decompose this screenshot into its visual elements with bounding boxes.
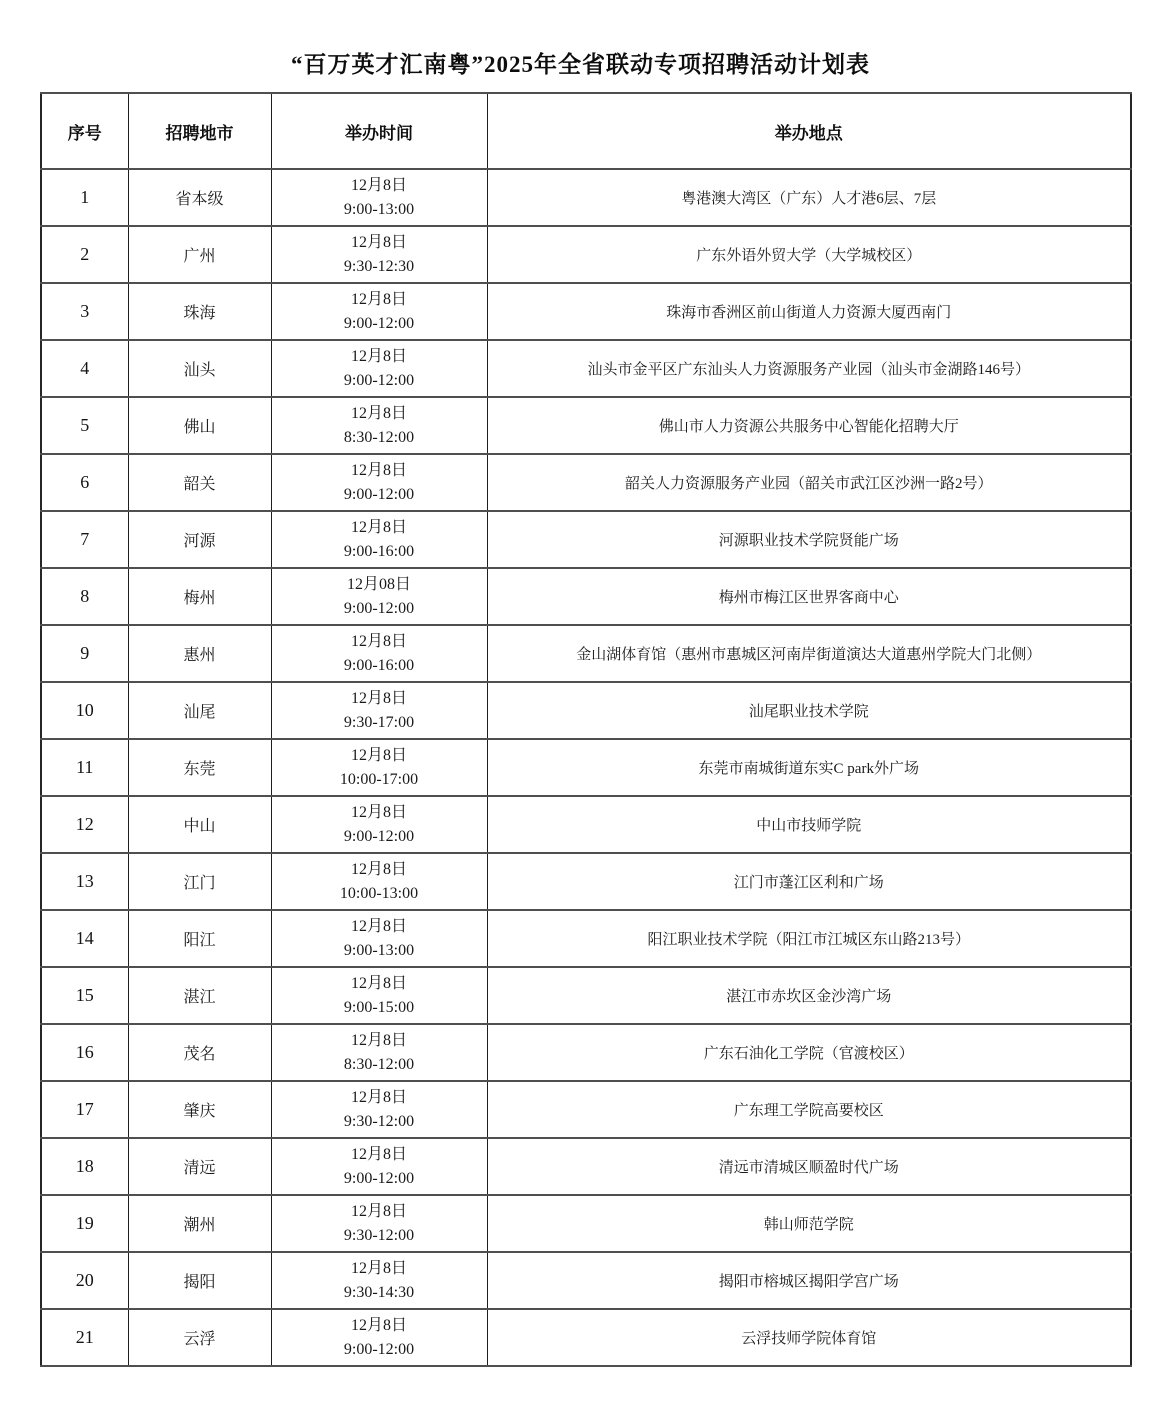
header-recruitment-city: 招聘地市 — [128, 93, 271, 169]
date-line: 12月8日 — [350, 803, 407, 821]
time-cell — [271, 1252, 487, 1309]
location-cell: 广东外语外贸大学（大学城校区） — [487, 226, 1131, 283]
serial-number-cell: 12 — [41, 796, 128, 853]
serial-number-cell: 21 — [41, 1309, 128, 1366]
time-line: 9:00-13:00 — [343, 941, 415, 959]
serial-number-cell: 16 — [41, 1024, 128, 1081]
date-line: 12月8日 — [350, 1088, 407, 1106]
table-row — [41, 910, 1131, 967]
city-cell: 河源 — [128, 511, 271, 568]
time-line: 8:30-12:00 — [343, 428, 415, 446]
date-line: 12月8日 — [350, 917, 407, 935]
city-cell: 韶关 — [128, 454, 271, 511]
time-line: 9:00-15:00 — [343, 998, 415, 1016]
date-line: 12月8日 — [350, 404, 407, 422]
date-line: 12月8日 — [350, 1145, 407, 1163]
serial-number-cell: 19 — [41, 1195, 128, 1252]
city-cell: 佛山 — [128, 397, 271, 454]
header-serial-number: 序号 — [41, 93, 128, 169]
time-cell — [271, 853, 487, 910]
table-row — [41, 511, 1131, 568]
city-cell: 阳江 — [128, 910, 271, 967]
header-row — [41, 93, 1131, 169]
time-cell — [271, 1138, 487, 1195]
city-cell: 清远 — [128, 1138, 271, 1195]
serial-number-cell: 13 — [41, 853, 128, 910]
serial-number-cell: 5 — [41, 397, 128, 454]
date-line: 12月8日 — [350, 176, 407, 194]
time-line: 9:00-12:00 — [343, 1340, 415, 1358]
table-row — [41, 1138, 1131, 1195]
date-line: 12月8日 — [350, 518, 407, 536]
table-row — [41, 454, 1131, 511]
time-cell — [271, 511, 487, 568]
location-cell: 广东石油化工学院（官渡校区） — [487, 1024, 1131, 1081]
location-cell: 梅州市梅江区世界客商中心 — [487, 568, 1131, 625]
date-line: 12月8日 — [350, 974, 407, 992]
time-cell — [271, 739, 487, 796]
table-row — [41, 283, 1131, 340]
table-row — [41, 739, 1131, 796]
location-cell: 阳江职业技术学院（阳江市江城区东山路213号） — [487, 910, 1131, 967]
location-cell: 河源职业技术学院贤能广场 — [487, 511, 1131, 568]
city-cell: 中山 — [128, 796, 271, 853]
time-cell — [271, 226, 487, 283]
time-line: 9:00-12:00 — [343, 371, 415, 389]
location-cell: 清远市清城区顺盈时代广场 — [487, 1138, 1131, 1195]
document-page — [0, 46, 1161, 1367]
time-cell — [271, 1024, 487, 1081]
time-line: 9:00-16:00 — [343, 542, 415, 560]
serial-number-cell: 15 — [41, 967, 128, 1024]
time-cell — [271, 169, 487, 226]
serial-number-cell: 18 — [41, 1138, 128, 1195]
location-cell: 湛江市赤坎区金沙湾广场 — [487, 967, 1131, 1024]
time-line: 9:00-13:00 — [343, 200, 415, 218]
time-line: 9:30-12:00 — [343, 1226, 415, 1244]
time-line: 9:00-12:00 — [343, 1169, 415, 1187]
location-cell: 韩山师范学院 — [487, 1195, 1131, 1252]
date-line: 12月8日 — [350, 689, 407, 707]
city-cell: 潮州 — [128, 1195, 271, 1252]
table-row — [41, 397, 1131, 454]
date-line: 12月8日 — [350, 1202, 407, 1220]
table-row — [41, 226, 1131, 283]
serial-number-cell: 8 — [41, 568, 128, 625]
city-cell: 梅州 — [128, 568, 271, 625]
city-cell: 揭阳 — [128, 1252, 271, 1309]
header-event-location: 举办地点 — [487, 93, 1131, 169]
time-line: 9:30-17:00 — [343, 713, 415, 731]
time-cell — [271, 967, 487, 1024]
city-cell: 汕尾 — [128, 682, 271, 739]
city-cell: 汕头 — [128, 340, 271, 397]
serial-number-cell: 10 — [41, 682, 128, 739]
time-line: 8:30-12:00 — [343, 1055, 415, 1073]
city-cell: 湛江 — [128, 967, 271, 1024]
time-line: 9:00-12:00 — [343, 485, 415, 503]
table-row — [41, 1195, 1131, 1252]
time-cell — [271, 283, 487, 340]
date-line: 12月8日 — [350, 632, 407, 650]
time-line: 9:30-12:00 — [343, 1112, 415, 1130]
location-cell: 佛山市人力资源公共服务中心智能化招聘大厅 — [487, 397, 1131, 454]
time-cell — [271, 910, 487, 967]
date-line: 12月8日 — [350, 290, 407, 308]
city-cell: 肇庆 — [128, 1081, 271, 1138]
city-cell: 珠海 — [128, 283, 271, 340]
time-cell — [271, 568, 487, 625]
location-cell: 江门市蓬江区利和广场 — [487, 853, 1131, 910]
time-line: 9:30-12:30 — [343, 257, 415, 275]
serial-number-cell: 2 — [41, 226, 128, 283]
time-cell — [271, 682, 487, 739]
location-cell: 中山市技师学院 — [487, 796, 1131, 853]
date-line: 12月8日 — [350, 347, 407, 365]
header-event-time: 举办时间 — [271, 93, 487, 169]
serial-number-cell: 9 — [41, 625, 128, 682]
date-line: 12月8日 — [350, 1316, 407, 1334]
table-row — [41, 682, 1131, 739]
serial-number-cell: 17 — [41, 1081, 128, 1138]
time-cell — [271, 454, 487, 511]
table-row — [41, 1309, 1131, 1366]
location-cell: 云浮技师学院体育馆 — [487, 1309, 1131, 1366]
table-row — [41, 1024, 1131, 1081]
location-cell: 汕头市金平区广东汕头人力资源服务产业园（汕头市金湖路146号） — [487, 340, 1131, 397]
time-line: 9:00-12:00 — [343, 599, 415, 617]
location-cell: 韶关人力资源服务产业园（韶关市武江区沙洲一路2号） — [487, 454, 1131, 511]
location-cell: 揭阳市榕城区揭阳学宫广场 — [487, 1252, 1131, 1309]
time-line: 9:00-12:00 — [343, 314, 415, 332]
table-row — [41, 967, 1131, 1024]
time-cell — [271, 796, 487, 853]
serial-number-cell: 11 — [41, 739, 128, 796]
city-cell: 省本级 — [128, 169, 271, 226]
time-line: 9:00-12:00 — [343, 827, 415, 845]
table-row — [41, 169, 1131, 226]
time-cell — [271, 397, 487, 454]
time-line: 10:00-17:00 — [339, 770, 419, 788]
table-row — [41, 796, 1131, 853]
city-cell: 惠州 — [128, 625, 271, 682]
serial-number-cell: 7 — [41, 511, 128, 568]
serial-number-cell: 4 — [41, 340, 128, 397]
time-cell — [271, 1081, 487, 1138]
serial-number-cell: 6 — [41, 454, 128, 511]
date-line: 12月8日 — [350, 860, 407, 878]
location-cell: 粤港澳大湾区（广东）人才港6层、7层 — [487, 169, 1131, 226]
location-cell: 汕尾职业技术学院 — [487, 682, 1131, 739]
table-body — [41, 169, 1131, 1366]
time-line: 10:00-13:00 — [339, 884, 419, 902]
serial-number-cell: 3 — [41, 283, 128, 340]
city-cell: 云浮 — [128, 1309, 271, 1366]
date-line: 12月8日 — [350, 1031, 407, 1049]
time-cell — [271, 625, 487, 682]
serial-number-cell: 14 — [41, 910, 128, 967]
time-cell — [271, 1309, 487, 1366]
table-row — [41, 568, 1131, 625]
city-cell: 广州 — [128, 226, 271, 283]
page-title: “百万英才汇南粤”2025年全省联动专项招聘活动计划表 — [291, 52, 870, 77]
serial-number-cell: 20 — [41, 1252, 128, 1309]
table-row — [41, 625, 1131, 682]
location-cell: 广东理工学院高要校区 — [487, 1081, 1131, 1138]
recruitment-plan-table — [40, 92, 1132, 1367]
date-line: 12月8日 — [350, 233, 407, 251]
date-line: 12月8日 — [350, 746, 407, 764]
location-cell: 金山湖体育馆（惠州市惠城区河南岸街道演达大道惠州学院大门北侧） — [487, 625, 1131, 682]
location-cell: 珠海市香洲区前山街道人力资源大厦西南门 — [487, 283, 1131, 340]
time-line: 9:30-14:30 — [343, 1283, 415, 1301]
city-cell: 茂名 — [128, 1024, 271, 1081]
date-line: 12月8日 — [350, 461, 407, 479]
table-row — [41, 1252, 1131, 1309]
serial-number-cell: 1 — [41, 169, 128, 226]
time-cell — [271, 340, 487, 397]
date-line: 12月8日 — [350, 1259, 407, 1277]
location-cell: 东莞市南城街道东实C park外广场 — [487, 739, 1131, 796]
time-line: 9:00-16:00 — [343, 656, 415, 674]
city-cell: 江门 — [128, 853, 271, 910]
date-line: 12月08日 — [346, 575, 411, 593]
table-row — [41, 340, 1131, 397]
time-cell — [271, 1195, 487, 1252]
city-cell: 东莞 — [128, 739, 271, 796]
table-row — [41, 853, 1131, 910]
table-row — [41, 1081, 1131, 1138]
